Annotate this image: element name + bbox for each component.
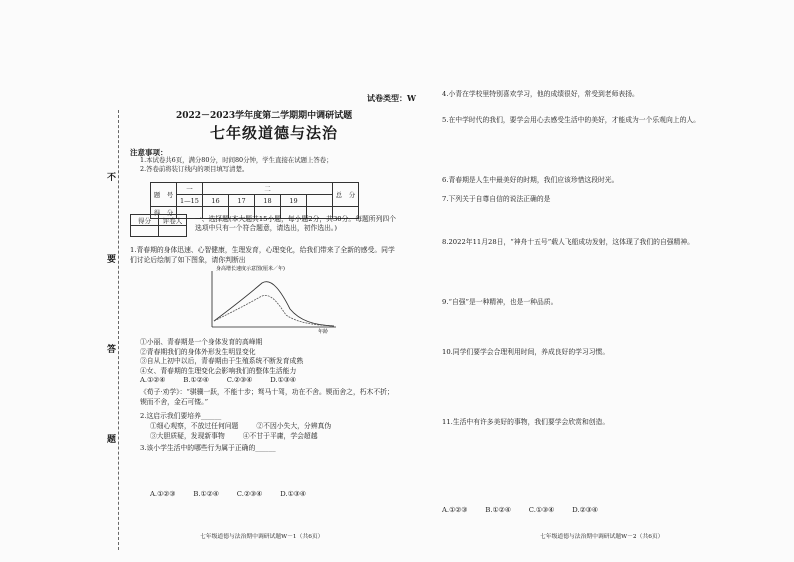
exam-main-title: 七年级道德与法治 — [210, 124, 339, 142]
section-one-heading: 一、选择题(本大题共15小题，每小题2分，共30分。每题所列四个选项中只有一个符合题意，请选出，初作选出。) — [195, 215, 396, 233]
score-cell: 得 分 — [151, 207, 177, 219]
right-choices — [442, 506, 720, 515]
q2-options — [150, 422, 400, 441]
chart-series-boys — [214, 282, 334, 326]
score-cell: 题 号 — [151, 183, 177, 207]
chart-xlabel: 年龄 — [318, 329, 329, 335]
q3-choice-a[interactable]: A.①②③ — [150, 490, 176, 498]
question-9: 9.“自强”是一种精神，也是一种品质。 — [442, 298, 558, 306]
choice-c[interactable]: C.①③④ — [528, 506, 555, 514]
q1-option: ④女、青春期的生理变化会影响我们的整体生活能力 — [140, 366, 297, 375]
q1-choice-c[interactable]: C.②③④ — [226, 376, 253, 385]
score-cell: 二 — [203, 183, 333, 195]
note-item: 1.本试卷共6页，满分80分，时间80分钟，学生直接在试题上答卷； — [140, 156, 333, 164]
right-page-footer: 七年级道德与法治期中调研试题W－2（共6页） — [540, 534, 664, 540]
grader-box — [130, 214, 187, 237]
q3-choice-d[interactable]: D.①③④ — [280, 490, 306, 498]
left-page-footer: 七年级道德与法治期中调研试题W－1（共6页） — [200, 534, 324, 540]
question-3: 3.该小学生活中的哪些行为属于正确的______ — [140, 444, 276, 452]
q2-option: ④不甘于平庸，学会超越 — [242, 431, 318, 440]
q1-choice-a[interactable]: A.①②④ — [140, 376, 166, 385]
question-11: 11.生活中有许多美好的事物，我们要学会欣赏和创造。 — [442, 418, 610, 426]
choice-b[interactable]: B.①②④ — [485, 506, 511, 514]
notes-heading: 注意事项： — [130, 148, 168, 157]
grader-name-label: 评卷人 — [159, 215, 187, 226]
grader-name-field[interactable] — [159, 226, 187, 237]
binding-char: 答 — [107, 345, 117, 355]
q2-option: ③大胆质疑，发现新事物 — [150, 431, 225, 440]
q1-option: ①小丽、青春期是一个身体发育的高峰期 — [140, 338, 263, 346]
binding-char: 题 — [107, 435, 117, 445]
q1-options — [140, 338, 400, 386]
choice-a[interactable]: A.①②③ — [442, 506, 468, 514]
score-cell: 18 — [255, 195, 281, 207]
question-4: 4.小青在学校里特别喜欢学习，他的成绩很好，常受到老师表扬。 — [442, 90, 639, 98]
q1-option: ②青春期我们的身体外形发生明显变化 — [140, 347, 256, 356]
question-10: 10.同学们要学会合理利用时间，养成良好的学习习惯。 — [442, 348, 610, 356]
question-8: 8.2022年11月28日，“神舟十五号”载人飞船成功发射，这体现了我们的自强精神。 — [442, 238, 694, 246]
grader-score-label: 得分 — [131, 215, 159, 226]
grader-score-field[interactable] — [131, 226, 159, 237]
question-7: 7.下列关于自尊自信的说法正确的是 — [442, 195, 551, 203]
score-cell: 17 — [229, 195, 255, 207]
q2-option: ②不因小失大，分辨真伪 — [256, 422, 332, 430]
binding-line — [118, 110, 119, 550]
q3-choice-b[interactable]: B.①②④ — [193, 490, 219, 498]
q2-option: ①细心观察，不放过任何问题 — [150, 422, 239, 430]
q1-option: ③自从上初中以后，青春期由于生殖系统不断发育成熟 — [140, 357, 304, 366]
chart-series-girls — [214, 295, 334, 326]
score-cell — [307, 195, 333, 207]
question-1: 1.青春期的身体迅速、心智健康，生理发育，心理变化，给我们带来了全新的感受。同学们讨论后绘制了如下图象，请你判断出 — [130, 246, 395, 264]
question-5: 5.在中学时代的我们，要学会用心去感受生活中的美好，才能成为一个乐观向上的人。 — [442, 116, 700, 124]
paper-type-label: 试卷类型：W — [367, 93, 416, 103]
score-cell: 16 — [203, 195, 229, 207]
q3-choice-c[interactable]: C.②③④ — [236, 490, 263, 498]
q1-choice-b[interactable]: B.①②④ — [183, 376, 209, 385]
question-2: 2.这启示我们要培养______ — [140, 412, 222, 420]
chart-title: 身高增长速度示意图(厘米／年) — [216, 266, 285, 272]
question-6: 6.青春期是人生中最美好的时期，我们应该珍惜这段时光。 — [442, 176, 619, 184]
score-cell: 1—15 — [177, 195, 203, 207]
score-cell: 总 分 — [333, 183, 359, 207]
binding-char: 要 — [107, 255, 117, 265]
q2-passage: 《荀子·劝学》：“骐骥一跃，不能十步；驽马十驾，功在不舍。锲而舍之，朽木不折；锲而不舍，金石可镂。” — [140, 388, 394, 406]
binding-char: 不 — [107, 173, 117, 183]
score-cell: 一 — [177, 183, 203, 195]
q1-choice-d[interactable]: D.①③④ — [270, 376, 296, 385]
choice-d[interactable]: D.②③④ — [572, 506, 598, 514]
notes-list — [140, 156, 395, 173]
height-growth-chart — [190, 263, 340, 335]
exam-year-title: 2022－2023学年度第二学期期中调研试题 — [176, 111, 353, 121]
q3-choices — [150, 490, 400, 500]
score-cell: 19 — [281, 195, 307, 207]
note-item: 2.答卷前将装订线内的项目填写清楚。 — [140, 164, 249, 173]
